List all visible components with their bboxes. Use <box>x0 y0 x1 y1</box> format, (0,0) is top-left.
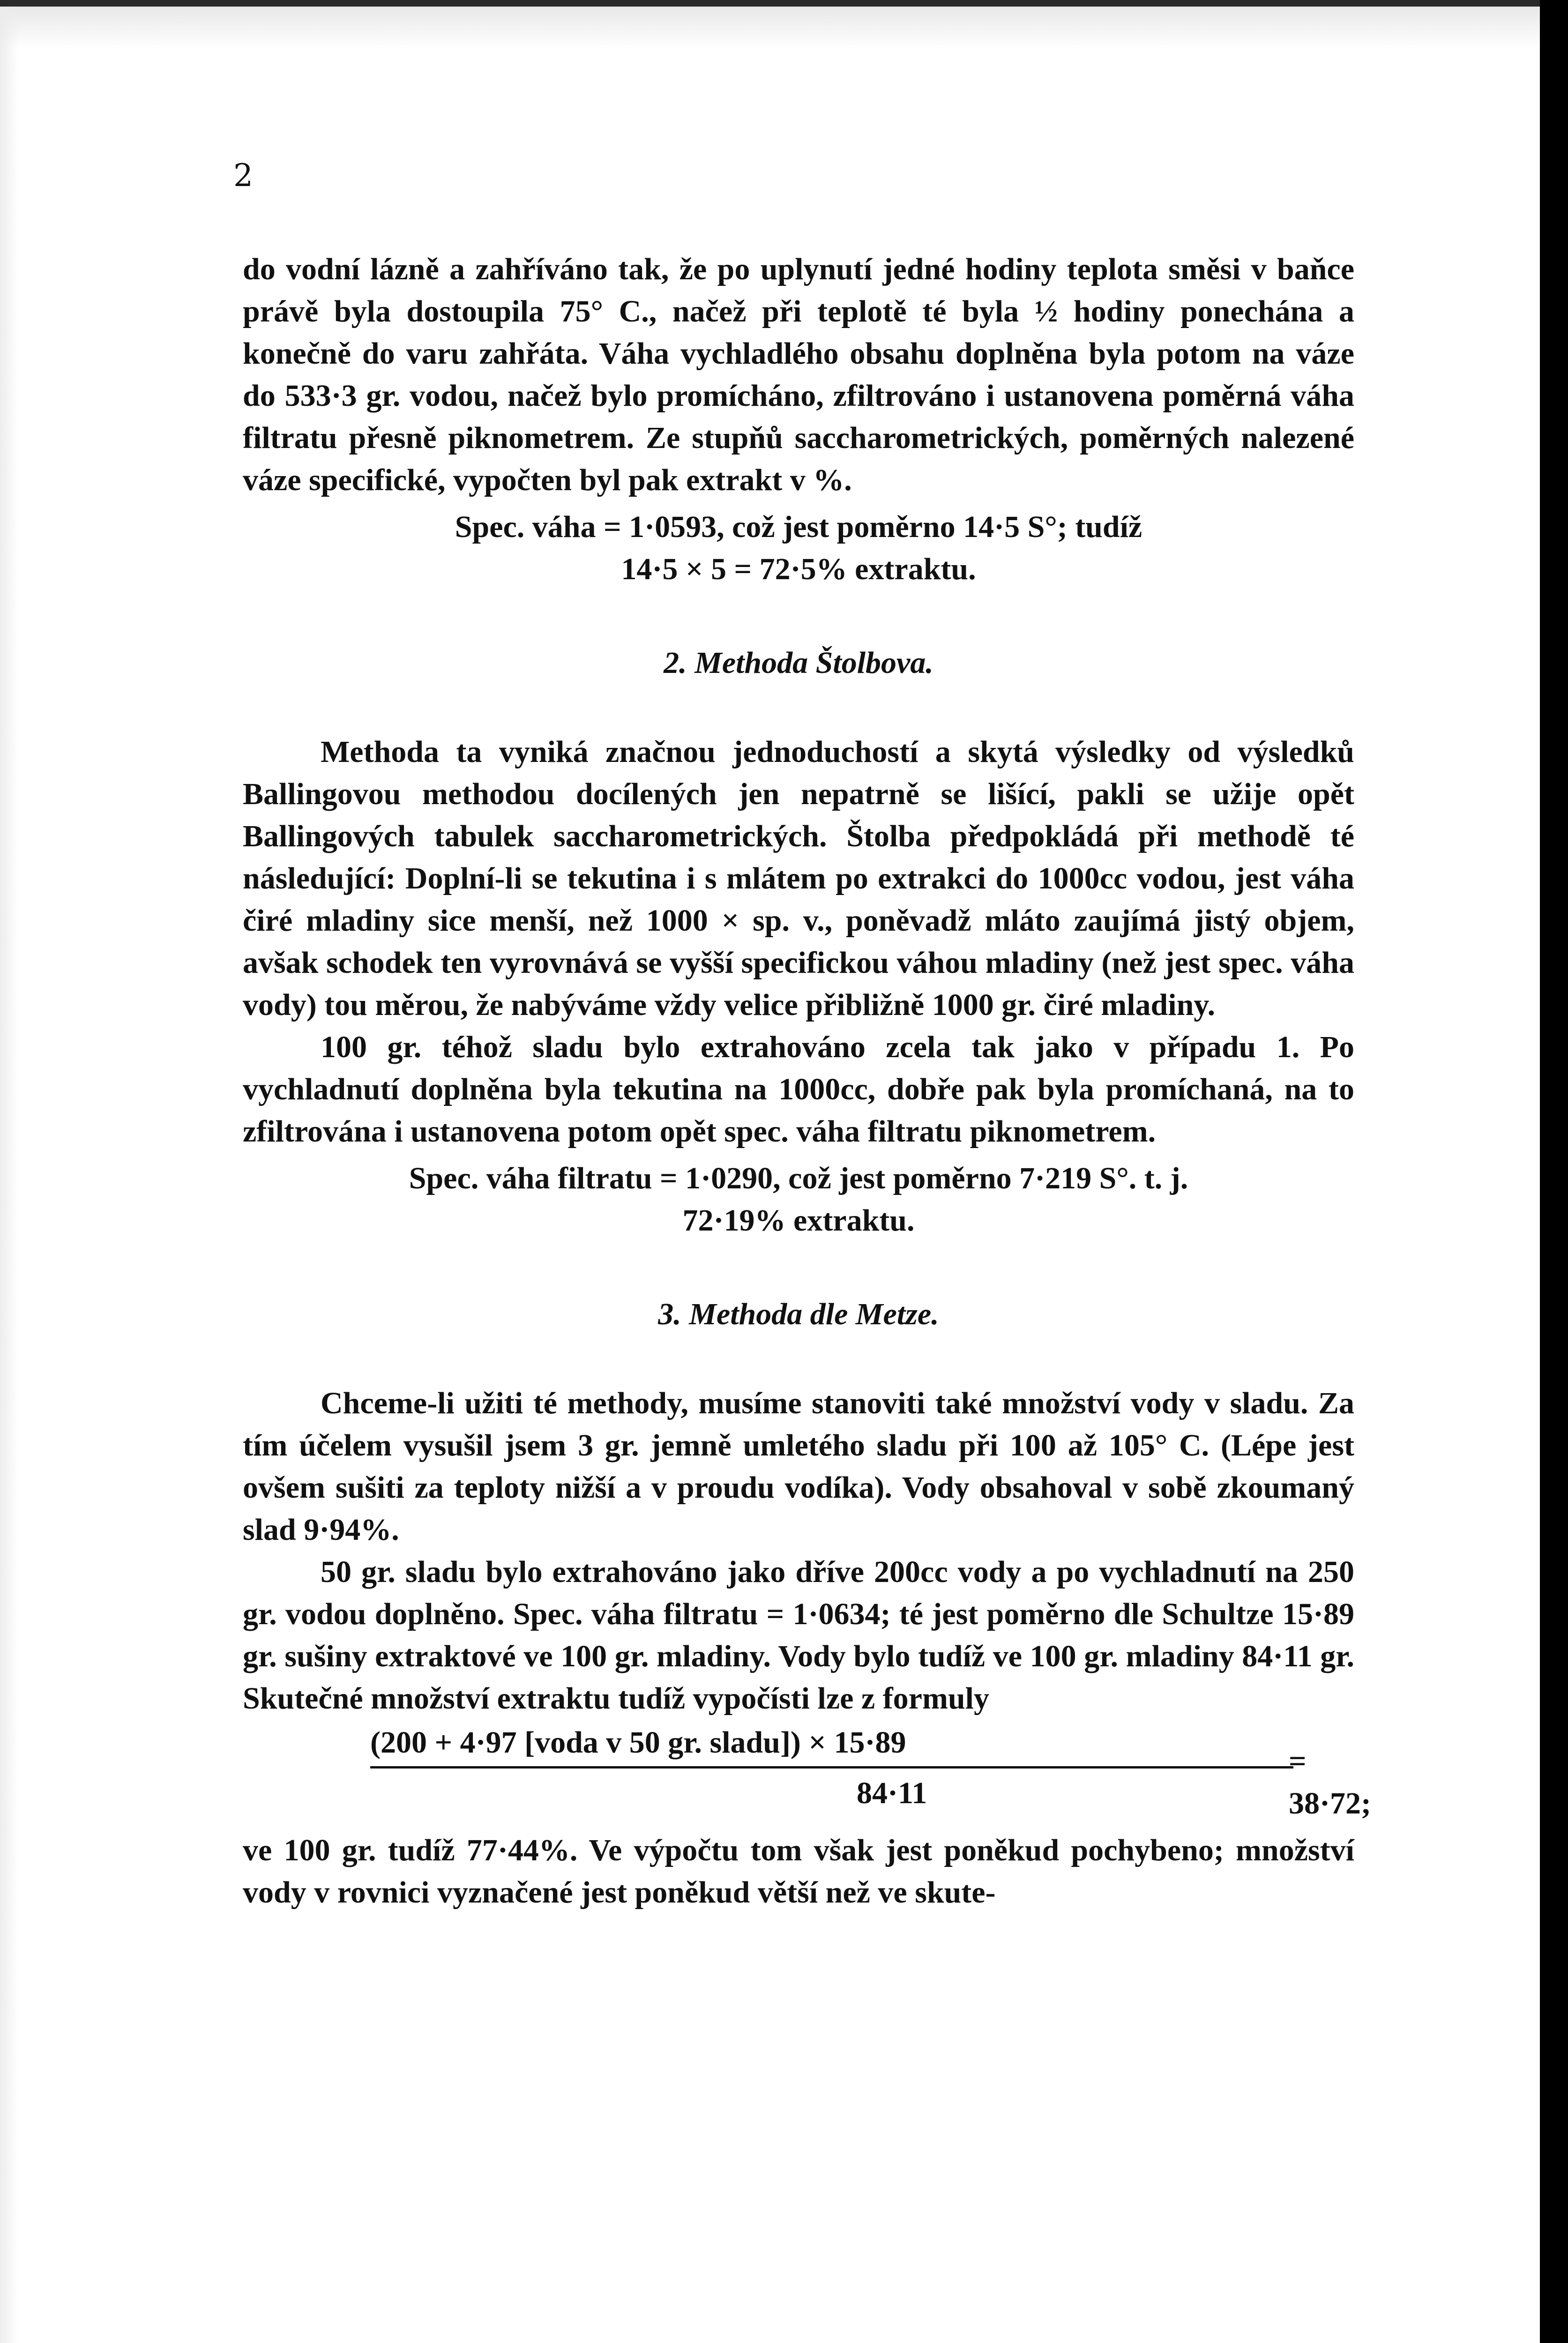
result-line-spec-weight: Spec. váha = 1·0593, což jest poměrno 14·5 S°; tudíž <box>455 510 1142 544</box>
paragraph-stolba-experiment: 100 gr. téhož sladu bylo extrahováno zcela tak jako v případu 1. Po vychladnutí doplněna byla tekutina na 1000cc, dobře pak byla promíchaná, na to zfiltrována i ustanovena potom opět spec. váha filtratu piknometrem. <box>243 1030 1354 1149</box>
page-number: 2 <box>233 157 253 194</box>
heading-methoda-stolbova: 2. Methoda Štolbova. <box>664 646 933 680</box>
result-line-extract: 14·5 × 5 = 72·5% extraktu. <box>621 552 976 586</box>
scan-top-border <box>0 0 1568 7</box>
extract-formula <box>243 1722 1371 1825</box>
result-line-filtrate-extract: 72·19% extraktu. <box>682 1203 915 1238</box>
paragraph-metz-experiment: 50 gr. sladu bylo extrahováno jako dříve 200cc vody a po vychladnutí na 250 gr. vodou doplněno. Spec. váha filtratu = 1·0634; té jest poměrno dle Schultze 15·89 gr. sušiny extraktové ve 100 gr. mladiny. Vody bylo tudíž ve 100 gr. mladiny 84·11 gr. Skutečné množství extraktu tudíž vypočísti lze z formuly <box>243 1555 1354 1716</box>
formula-result: = 38·72; <box>1289 1744 1371 1821</box>
paragraph-continuation: do vodní lázně a zahříváno tak, že po uplynutí jedné hodiny teplota směsi v baňce právě byla dostoupila 75° C., načež při teplotě té byla ½ hodiny ponechána a konečně do varu zahřáta. Váha vychladlého obsahu doplněna byla potom na váze do 533·3 gr. vodou, načež bylo promícháno, zfiltrováno i ustanovena poměrná váha filtratu přesně piknometrem. Ze stupňů saccharometrických, poměrných nalezené váze specifické, vypočten byl pak extrakt v %. <box>243 252 1354 497</box>
paragraph-metz-moisture: Chceme-li užiti té methody, musíme stanoviti také množství vody v sladu. Za tím účelem vysušil jsem 3 gr. jemně umletého sladu při 100 až 105° C. (Lépe jest ovšem sušiti za teploty nižší a v proudu vodíka). Vody obsahoval v sobě zkoumaný slad 9·94%. <box>243 1386 1354 1547</box>
paragraph-metz-conclusion: ve 100 gr. tudíž 77·44%. Ve výpočtu tom však jest poněkud pochybeno; množství vody v rovnici vyznačené jest poněkud větší než ve skute- <box>243 1833 1354 1910</box>
paragraph-stolba-method: Methoda ta vyniká značnou jednoduchostí a skytá výsledky od výsledků Ballingovou methodou docílených jen nepatrně se lišící, pakli se užije opět Ballingových tabulek saccharometrických. Štolba předpokládá při methodě té následující: Doplní-li se tekutina i s mlátem po extrakci do 1000cc vodou, jest váha čiré mladiny sice menší, než 1000 × sp. v., poněvadž mláto zaujímá jistý objem, avšak schodek ten vyrovnává se vyšší specifickou váhou mladiny (než jest spec. váha vody) tou měrou, že nabýváme vždy velice přibližně 1000 gr. čiré mladiny. <box>243 735 1354 1022</box>
scan-left-shadow <box>0 0 19 2343</box>
scan-top-shadow <box>0 7 1540 49</box>
fraction-bar <box>370 1766 1293 1768</box>
scan-right-border <box>1540 0 1568 2343</box>
formula-numerator: (200 + 4·97 [voda v 50 gr. sladu]) × 15·89 <box>370 1725 906 1760</box>
result-line-filtrate: Spec. váha filtratu = 1·0290, což jest poměrno 7·219 S°. t. j. <box>409 1161 1188 1195</box>
heading-methoda-metze: 3. Methoda dle Metze. <box>658 1297 939 1331</box>
page-body <box>243 248 1371 1914</box>
formula-denominator: 84·11 <box>857 1776 927 1810</box>
